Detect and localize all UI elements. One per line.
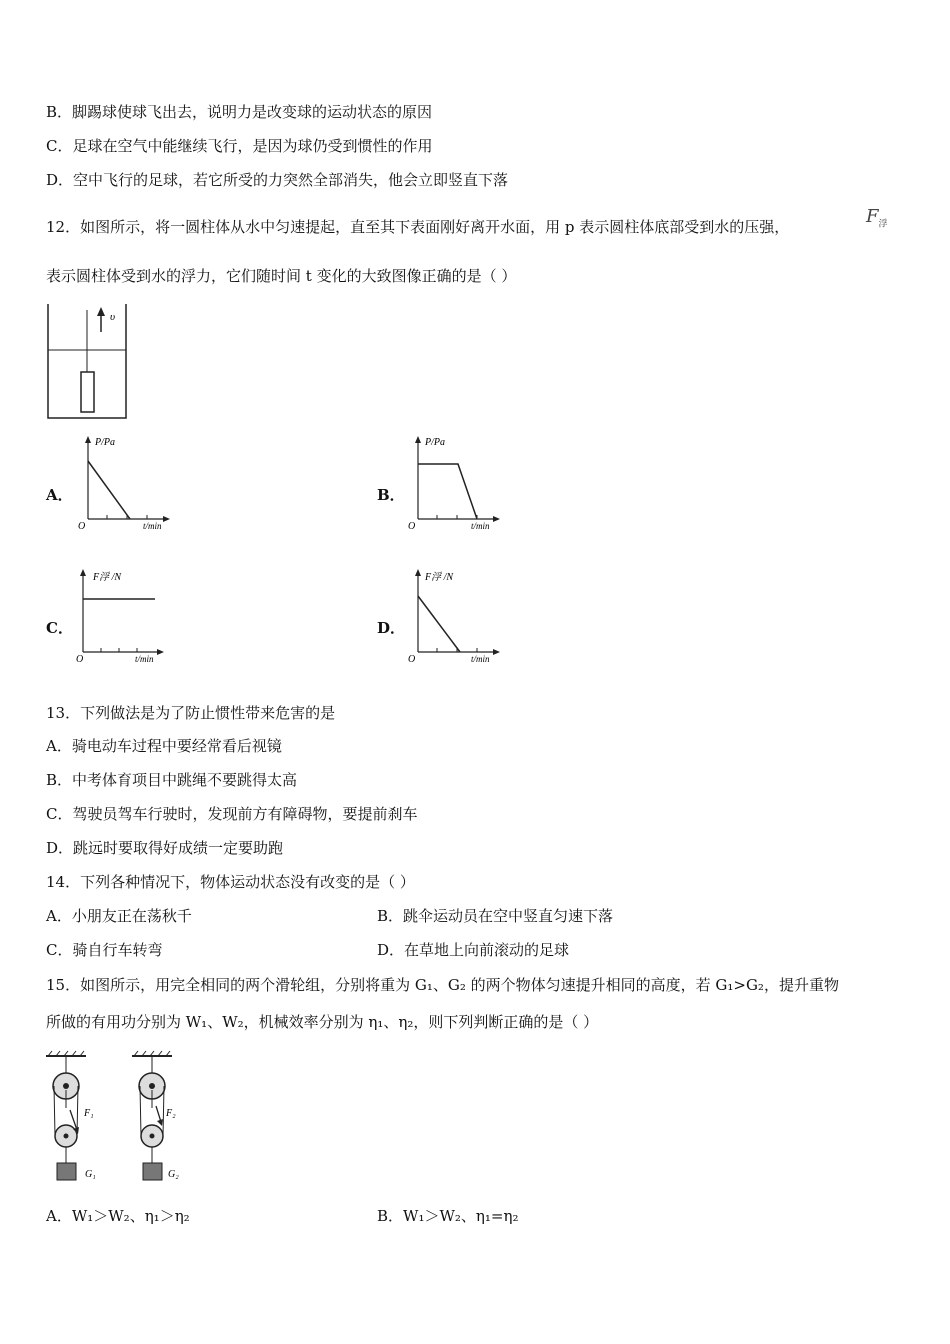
force-label: F₂ <box>166 1108 176 1119</box>
q11-option-b: B．脚踢球使球飞出去，说明力是改变球的运动状态的原因 <box>46 103 433 121</box>
graph-x-label: t/min <box>135 654 154 663</box>
q11-option-c: C．足球在空气中能继续飞行，是因为球仍受到惯性的作用 <box>46 137 433 155</box>
graph-y-label: P/Pa <box>95 437 115 448</box>
q13-option-b: B．中考体育项目中跳绳不要跳得太高 <box>46 771 298 789</box>
graph-origin: O <box>408 654 416 663</box>
q12-graph-a <box>75 433 175 530</box>
q12-option-d-label: D． <box>377 619 406 637</box>
q14-option-d: D．在草地上向前滚动的足球 <box>377 941 570 959</box>
q14-stem: 14．下列各种情况下，物体运动状态没有改变的是（ ） <box>46 873 415 891</box>
q14-option-a: A．小朋友正在荡秋千 <box>46 907 192 925</box>
q13-stem: 13．下列做法是为了防止惯性带来危害的是 <box>46 704 336 722</box>
q13-option-d: D．跳远时要取得好成绩一定要助跑 <box>46 839 284 857</box>
q12-stem-line1: 12．如图所示，将一圆柱体从水中匀速提起，直至其下表面刚好离开水面，用 p 表示圆柱体底部受到水的压强， <box>46 218 790 236</box>
q14-option-b: B．跳伞运动员在空中竖直匀速下落 <box>377 907 614 925</box>
graph-y-label: F浮 /N <box>425 572 454 583</box>
q12-option-c-label: C． <box>46 619 73 637</box>
q13-option-a: A．骑电动车过程中要经常看后视镜 <box>46 737 282 755</box>
q15-option-b: B．W₁＞W₂、η₁=η₂ <box>377 1207 519 1225</box>
q14-option-c: C．骑自行车转弯 <box>46 941 163 959</box>
q15-stem-line2: 所做的有用功分别为 W₁、W₂，机械效率分别为 η₁、η₂，则下列判断正确的是（ ） <box>46 1013 599 1031</box>
q15-option-a: A．W₁＞W₂、η₁＞η₂ <box>46 1207 190 1225</box>
graph-y-label: P/Pa <box>425 437 445 448</box>
weight-block-icon <box>143 1163 162 1180</box>
q13-option-c: C．驾驶员驾车行驶时，发现前方有障碍物，要提前刹车 <box>46 805 418 823</box>
q12-option-b-label: B． <box>377 486 405 504</box>
q12-option-a-label: A． <box>46 486 73 504</box>
weight-label: G₂ <box>168 1169 179 1180</box>
force-label: F₁ <box>84 1108 94 1119</box>
graph-x-label: t/min <box>471 654 490 663</box>
velocity-label: υ <box>110 311 116 323</box>
q12-stem-line2: 表示圆柱体受到水的浮力，它们随时间 t 变化的大致图像正确的是（ ） <box>46 267 517 285</box>
weight-block-icon <box>57 1163 76 1180</box>
pulley-figure <box>40 1050 200 1190</box>
graph-origin: O <box>76 654 84 663</box>
graph-origin: O <box>78 521 86 530</box>
q15-stem-line1: 15．如图所示，用完全相同的两个滑轮组，分别将重为 G₁、G₂ 的两个物体匀速提升相同的高度，若 G₁>G₂，提升重物 <box>46 976 839 994</box>
buoyancy-symbol: $F_浮$ <box>866 206 888 230</box>
graph-origin: O <box>408 521 416 530</box>
q12-graph-d <box>405 566 505 663</box>
weight-label: G₁ <box>85 1169 96 1180</box>
graph-y-label: F浮 /N <box>93 572 122 583</box>
graph-x-label: t/min <box>471 521 490 530</box>
graph-x-label: t/min <box>143 521 162 530</box>
container-figure <box>46 300 130 424</box>
q12-graph-b <box>405 433 505 530</box>
q12-graph-c <box>75 566 175 663</box>
q11-option-d: D．空中飞行的足球，若它所受的力突然全部消失，他会立即竖直下落 <box>46 171 509 189</box>
